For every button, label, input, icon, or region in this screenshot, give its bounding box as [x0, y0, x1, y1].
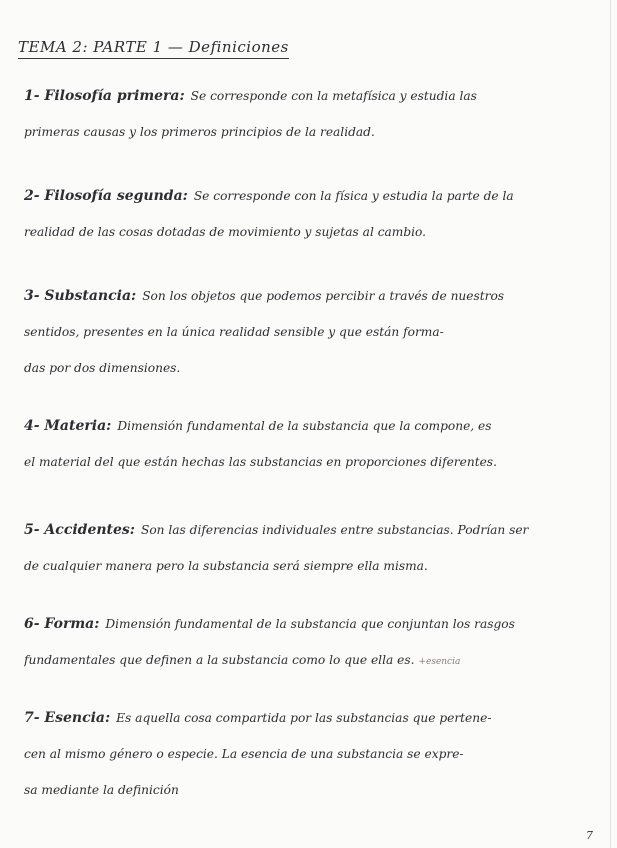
- definition-term: 6- Forma:: [24, 616, 100, 632]
- definition-text: sentidos, presentes en la única realidad sensible y que están forma-: [24, 325, 444, 339]
- definition-text: Se corresponde con la metafísica y estudia las: [190, 89, 477, 103]
- definition-text: Son las diferencias individuales entre substancias. Podrían ser: [140, 523, 529, 537]
- definition-5: [24, 512, 584, 584]
- page-number: 7: [586, 829, 593, 842]
- definition-text: realidad de las cosas dotadas de movimiento y sujetas al cambio.: [24, 225, 427, 239]
- definition-text: Es aquella cosa compartida por las substancias que pertene-: [116, 711, 492, 725]
- definition-term: 7- Esencia:: [24, 710, 111, 726]
- definition-text: Son los objetos que podemos percibir a través de nuestros: [142, 289, 505, 303]
- definition-text: Se corresponde con la física y estudia la parte de la: [193, 189, 514, 203]
- definition-6: [24, 606, 584, 678]
- definition-4: [24, 408, 584, 480]
- definition-7: [24, 700, 584, 808]
- definition-term: 1- Filosofía primera:: [24, 88, 185, 104]
- definition-text: fundamentales que definen a la substancia como lo que ella es.: [24, 653, 415, 667]
- definition-1: [24, 78, 584, 150]
- page-edge: [610, 0, 611, 848]
- definition-term: 5- Accidentes:: [24, 522, 135, 538]
- definition-text: cen al mismo género o especie. La esencia de una substancia se expre-: [24, 747, 464, 761]
- definition-text: Dimensión fundamental de la substancia que conjuntan los rasgos: [105, 617, 515, 631]
- definition-term: 2- Filosofía segunda:: [24, 188, 188, 204]
- definition-text: de cualquier manera pero la substancia será siempre ella misma.: [24, 559, 428, 573]
- margin-note: +esencia: [418, 657, 461, 667]
- page-title: TEMA 2: PARTE 1 — Definiciones: [18, 38, 289, 59]
- definition-term: 3- Substancia:: [24, 288, 137, 304]
- definition-text: das por dos dimensiones.: [24, 361, 181, 375]
- definition-2: [24, 178, 584, 250]
- definition-text: sa mediante la definición: [24, 783, 179, 797]
- definition-3: [24, 278, 584, 386]
- definition-text: el material del que están hechas las substancias en proporciones diferentes.: [24, 455, 497, 469]
- definition-text: Dimensión fundamental de la substancia que la compone, es: [117, 419, 492, 433]
- definition-text: primeras causas y los primeros principios de la realidad.: [24, 125, 375, 139]
- definition-term: 4- Materia:: [24, 418, 112, 434]
